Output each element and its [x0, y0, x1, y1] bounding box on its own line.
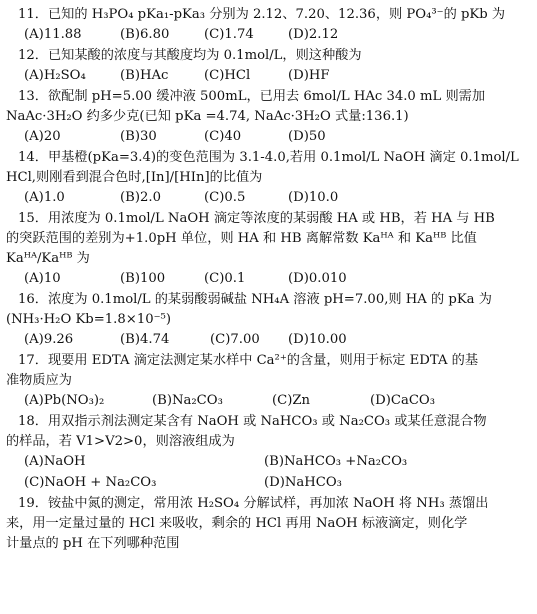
question-stem-line: (NH₃·H₂O Kb=1.8×10⁻⁵) [6, 312, 171, 327]
option-c: (C)Zn [272, 393, 311, 408]
option-d: (D)10.00 [288, 332, 347, 347]
option-d: (D)2.12 [288, 27, 339, 42]
option-d: (D)NaHCO₃ [264, 475, 342, 490]
question-stem: 18．用双指示剂法测定某含有 NaOH 或 NaHCO₃ 或 Na₂CO₃ 或某任意混合物 [18, 414, 487, 429]
option-a: (A)9.26 [24, 332, 74, 347]
question-stem: 16．浓度为 0.1mol/L 的某弱酸弱碱盐 NH₄A 溶液 pH=7.00,则 HA 的 pKa 为 [18, 292, 492, 307]
question-stem: 13．欲配制 pH=5.00 缓冲液 500mL，已用去 6mol/L HAc 34.0 mL 则需加 [18, 89, 486, 104]
question-stem: 19．铵盐中氮的测定，常用浓 H₂SO₄ 分解试样，再加浓 NaOH 将 NH₃ 蒸馏出 [18, 496, 489, 511]
options-row [6, 473, 531, 493]
options-row [6, 269, 531, 289]
options-row [6, 25, 531, 45]
question-stem-line: 来，用一定量过量的 HCl 来吸收，剩余的 HCl 再用 NaOH 标液滴定，则化学 [6, 516, 468, 531]
option-b: (B)6.80 [120, 27, 170, 42]
question-13 [6, 87, 531, 147]
option-c: (C)0.1 [204, 271, 246, 286]
question-stem-line: NaAc·3H₂O 约多少克(已知 pKa =4.74, NaAc·3H₂O 式量:136.1) [6, 109, 409, 124]
option-b: (B)2.0 [120, 190, 161, 205]
question-18 [6, 412, 531, 493]
option-b: (B)100 [120, 271, 166, 286]
option-a: (A)20 [24, 129, 61, 144]
option-b: (B)Na₂CO₃ [152, 393, 223, 408]
option-d: (D)0.010 [288, 271, 347, 286]
question-15 [6, 209, 531, 289]
option-c: (C)HCl [204, 68, 251, 83]
question-stem-line: 的突跃范围的差别为+1.0pH 单位，则 HA 和 HB 离解常数 Kaᴴᴬ 和 Kaᴴᴮ 比值 [6, 231, 477, 246]
option-b: (B)4.74 [120, 332, 170, 347]
option-a: (A)11.88 [24, 27, 82, 42]
options-row [6, 452, 531, 472]
question-11 [6, 5, 531, 45]
options-row [6, 330, 531, 350]
question-stem-line: 准物质应为 [6, 373, 72, 388]
option-a: (A)NaOH [24, 454, 86, 469]
question-stem-line: Kaᴴᴬ/Kaᴴᴮ 为 [6, 251, 90, 266]
option-b: (B)NaHCO₃ +Na₂CO₃ [264, 454, 408, 469]
question-19 [6, 494, 531, 554]
options-row [6, 127, 531, 147]
option-c: (C)0.5 [204, 190, 246, 205]
question-stem-line: 的样品，若 V1>V2>0，则溶液组成为 [6, 434, 235, 449]
option-d: (D)10.0 [288, 190, 339, 205]
option-b: (B)HAc [120, 68, 169, 83]
option-c: (C)40 [204, 129, 242, 144]
option-d: (D)HF [288, 68, 330, 83]
options-row [6, 391, 531, 411]
options-row [6, 188, 531, 208]
question-stem: 14．甲基橙(pKa=3.4)的变色范围为 3.1-4.0,若用 0.1mol/L NaOH 滴定 0.1mol/L [18, 150, 519, 165]
option-c: (C)1.74 [204, 27, 254, 42]
question-stem-line: HCl,则刚看到混合色时,[In]/[HIn]的比值为 [6, 170, 263, 185]
option-a: (A)Pb(NO₃)₂ [24, 393, 105, 408]
question-stem: 11．已知的 H₃PO₄ pKa₁-pKa₃ 分别为 2.12、7.20、12.36，则 PO₄³⁻的 pKb 为 [18, 7, 506, 22]
option-a: (A)1.0 [24, 190, 65, 205]
question-stem-line: 计量点的 pH 在下列哪种范围 [6, 536, 180, 551]
question-stem: 15．用浓度为 0.1mol/L NaOH 滴定等浓度的某弱酸 HA 或 HB，若 HA 与 HB [18, 211, 495, 226]
question-17 [6, 351, 531, 411]
option-b: (B)30 [120, 129, 157, 144]
option-c: (C)7.00 [210, 332, 260, 347]
option-a: (A)H₂SO₄ [24, 68, 86, 83]
options-row [6, 66, 531, 86]
question-12 [6, 46, 531, 86]
option-a: (A)10 [24, 271, 61, 286]
question-16 [6, 290, 531, 350]
option-d: (D)50 [288, 129, 326, 144]
option-c: (C)NaOH + Na₂CO₃ [24, 475, 157, 490]
question-stem: 17．现要用 EDTA 滴定法测定某水样中 Ca²⁺的含量，则用于标定 EDTA 的基 [18, 353, 479, 368]
question-stem: 12．已知某酸的浓度与其酸度均为 0.1mol/L，则这种酸为 [18, 48, 362, 63]
question-14 [6, 148, 531, 208]
option-d: (D)CaCO₃ [370, 393, 436, 408]
